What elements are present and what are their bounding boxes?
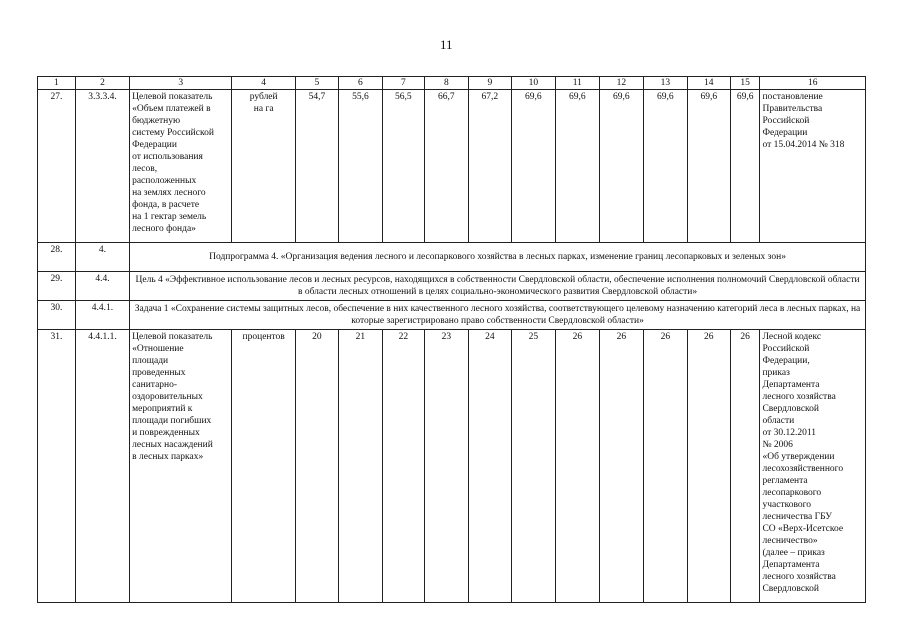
value-cell: 26	[687, 330, 730, 603]
header-cell: 7	[382, 77, 424, 90]
header-cell: 8	[424, 77, 468, 90]
row-code: 3.3.3.4.	[75, 90, 129, 243]
value-cell: 21	[338, 330, 382, 603]
header-cell: 1	[38, 77, 76, 90]
header-cell: 5	[295, 77, 338, 90]
table-row	[38, 272, 866, 301]
unit: процентов	[232, 330, 295, 603]
header-cell: 10	[511, 77, 555, 90]
source-document: постановление Правительства Российской Федерации от 15.04.2014 № 318	[760, 90, 866, 243]
subprogram-title: Подпрограмма 4. «Организация ведения лесного и лесопаркового хозяйства в лесных парках, изменение границ лесопарковых и зеленых зон»	[130, 243, 866, 272]
indicators-table	[37, 76, 866, 603]
header-cell: 16	[760, 77, 866, 90]
table-row	[38, 90, 866, 243]
value-cell: 69,6	[643, 90, 687, 243]
value-cell: 69,6	[511, 90, 555, 243]
value-cell: 25	[511, 330, 555, 603]
header-cell: 12	[599, 77, 643, 90]
header-cell: 6	[338, 77, 382, 90]
source-document: Лесной кодекс Российской Федерации, приказ Департамента лесного хозяйства Свердловской области от 30.12.2011 № 2006 «Об утверждении лесохозяйственного регламента лесопаркового участкового лесничества ГБУ СО «Верх-Исетское лесничество» (далее – приказ Департамента лесного хозяйства Свердловской	[760, 330, 866, 603]
value-cell: 69,6	[555, 90, 599, 243]
value-cell: 69,6	[599, 90, 643, 243]
header-cell: 2	[75, 77, 129, 90]
indicator-name: Целевой показатель «Объем платежей в бюджетную систему Российской Федерации от использования лесов, расположенных на землях лесного фонда, в расчете на 1 гектар земель лесного фонда»	[130, 90, 232, 243]
indicator-name: Целевой показатель «Отношение площади проведенных санитарно- оздоровительных мероприятий к площади погибших и поврежденных лесных насаждений в лесных парках»	[130, 330, 232, 603]
value-cell: 55,6	[338, 90, 382, 243]
value-cell: 69,6	[730, 90, 760, 243]
row-number: 27.	[38, 90, 76, 243]
header-cell: 15	[730, 77, 760, 90]
value-cell: 26	[599, 330, 643, 603]
row-number: 30.	[38, 301, 76, 330]
value-cell: 56,5	[382, 90, 424, 243]
value-cell: 54,7	[295, 90, 338, 243]
value-cell: 67,2	[468, 90, 511, 243]
value-cell: 24	[468, 330, 511, 603]
page-number: 11	[440, 37, 453, 52]
header-cell: 14	[687, 77, 730, 90]
value-cell: 26	[643, 330, 687, 603]
table-row	[38, 301, 866, 330]
task-title: Задача 1 «Сохранение системы защитных лесов, обеспечение в них качественного лесного хозяйства, соответствующего целевому назначению категорий леса в лесных парках, на которые зарегистрировано право собственности Свердловской области»	[130, 301, 866, 330]
value-cell: 20	[295, 330, 338, 603]
value-cell: 66,7	[424, 90, 468, 243]
value-cell: 23	[424, 330, 468, 603]
table-row	[38, 243, 866, 272]
row-number: 29.	[38, 272, 76, 301]
header-cell: 13	[643, 77, 687, 90]
row-code: 4.	[75, 243, 129, 272]
value-cell: 69,6	[687, 90, 730, 243]
header-cell: 11	[555, 77, 599, 90]
goal-title: Цель 4 «Эффективное использование лесов и лесных ресурсов, находящихся в собственности Свердловской области, обеспечение исполнения полномочий Свердловской области в области лесных отношений в целях социально-экономического развития Свердловской области»	[130, 272, 866, 301]
row-number: 31.	[38, 330, 76, 603]
header-cell: 3	[130, 77, 232, 90]
table-row	[38, 330, 866, 603]
value-cell: 26	[555, 330, 599, 603]
row-number: 28.	[38, 243, 76, 272]
header-cell: 4	[232, 77, 295, 90]
table-header-row	[38, 77, 866, 90]
header-cell: 9	[468, 77, 511, 90]
value-cell: 26	[730, 330, 760, 603]
value-cell: 22	[382, 330, 424, 603]
unit: рублей на га	[232, 90, 295, 243]
row-code: 4.4.	[75, 272, 129, 301]
row-code: 4.4.1.1.	[75, 330, 129, 603]
row-code: 4.4.1.	[75, 301, 129, 330]
